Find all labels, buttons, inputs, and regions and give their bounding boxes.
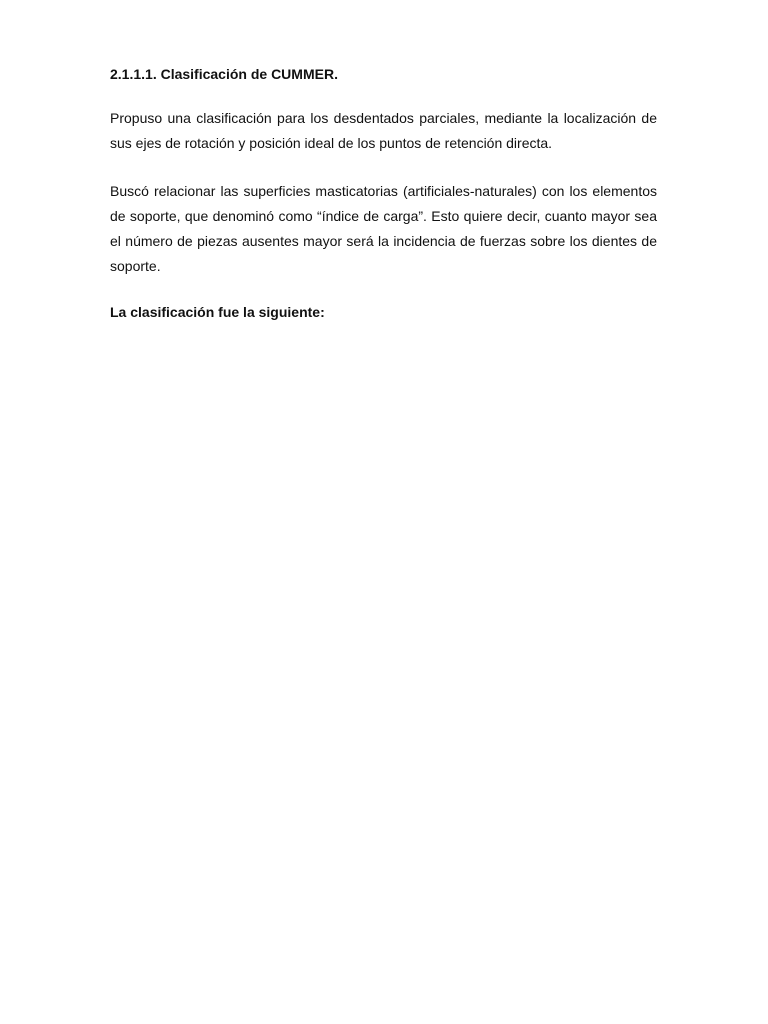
paragraph-2: Buscó relacionar las superficies masticatorias (artificiales-naturales) con los elementos de soporte, que denominó como “índice de carga”. Esto quiere decir, cuanto mayor sea el número de piezas ausentes mayor será la incidencia de fuerzas sobre los dientes de soporte. [110,183,657,274]
document-body [110,64,657,322]
classification-subheading: La clasificación fue la siguiente: [110,304,325,320]
paragraph-1: Propuso una clasificación para los desdentados parciales, mediante la localización de sus ejes de rotación y posición ideal de los puntos de retención directa. [110,110,657,151]
section-heading: 2.1.1.1. Clasificación de CUMMER. [110,66,338,82]
